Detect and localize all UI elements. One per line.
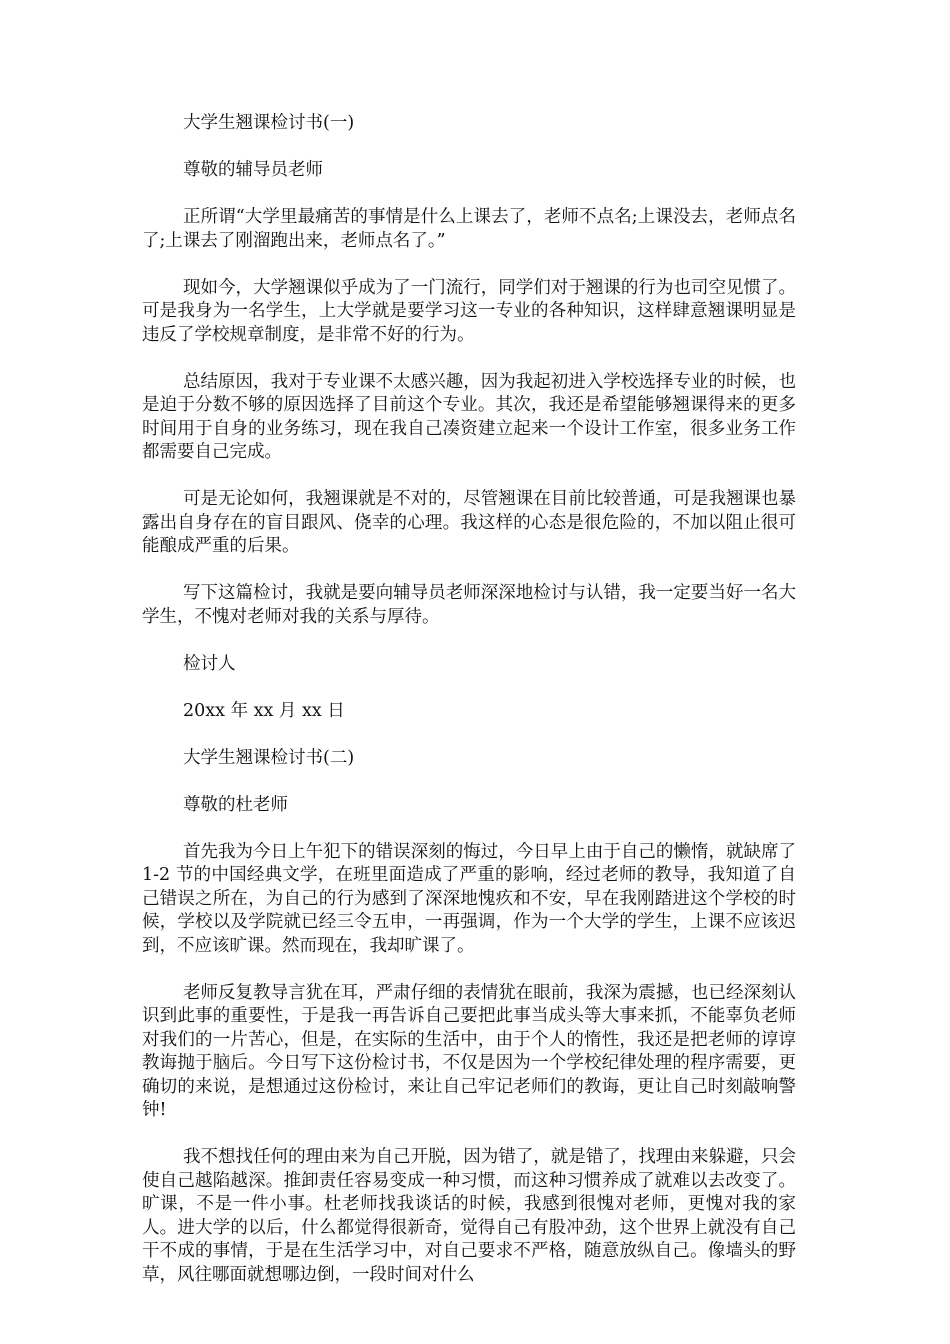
section-title: 大学生翘课检讨书(二) <box>183 747 355 768</box>
document-body <box>142 112 796 1311</box>
paragraph: 我不想找任何的理由来为自己开脱，因为错了，就是错了，找理由来躲避，只会使自己越陷越深。推卸责任容易变成一种习惯，而这种习惯养成了就难以去改变了。旷课，不是一件小事。杜老师找我谈话的时候，我感到很愧对老师，更愧对我的家人。进大学的以后，什么都觉得很新奇，觉得自己有股冲劲，这个世界上就没有自己干不成的事情，于是在生活学习中，对自己要求不严格，随意放纵自己。像墙头的野草，风往哪面就想哪边倒，一段时间对什么 <box>142 1147 796 1285</box>
paragraph: 总结原因，我对于专业课不太感兴趣，因为我起初进入学校选择专业的时候，也是迫于分数不够的原因选择了目前这个专业。其次，我还是希望能够翘课得来的更多时间用于自身的业务练习，现在我自己凑资建立起来一个设计工作室，很多业务工作都需要自己完成。 <box>142 371 796 462</box>
paragraph: 正所谓“大学里最痛苦的事情是什么上课去了，老师不点名;上课没去，老师点名了;上课去了刚溜跑出来，老师点名了。” <box>142 207 796 251</box>
paragraph: 老师反复教导言犹在耳，严肃仔细的表情犹在眼前，我深为震撼，也已经深刻认识到此事的重要性，于是我一再告诉自己要把此事当成头等大事来抓，不能辜负老师对我们的一片苦心，但是，在实际的生活中，由于个人的惰性，我还是把老师的谆谆教诲抛于脑后。今日写下这份检讨书，不仅是因为一个学校纪律处理的程序需要，更确切的来说，是想通过这份检讨，来让自己牢记老师们的教诲，更让自己时刻敲响警钟! <box>142 982 796 1120</box>
paragraph: 现如今，大学翘课似乎成为了一门流行，同学们对于翘课的行为也司空见惯了。可是我身为一名学生，上大学就是要学习这一专业的各种知识，这样肆意翘课明显是违反了学校规章制度，是非常不好的行为。 <box>142 277 796 345</box>
paragraph: 可是无论如何，我翘课就是不对的，尽管翘课在目前比较普通，可是我翘课也暴露出自身存在的盲目跟风、侥幸的心理。我这样的心态是很危险的，不加以阻止很可能酿成严重的后果。 <box>142 489 796 556</box>
salutation: 尊敬的辅导员老师 <box>183 160 323 180</box>
date-line: 20xx 年 xx 月 xx 日 <box>183 700 345 721</box>
signer-label: 检讨人 <box>183 653 236 674</box>
paragraph: 写下这篇检讨，我就是要向辅导员老师深深地检讨与认错，我一定要当好一名大学生，不愧对老师对我的关系与厚待。 <box>142 583 796 627</box>
paragraph: 首先我为今日上午犯下的错误深刻的悔过，今日早上由于自己的懒惰，就缺席了 1-2 节的中国经典文学，在班里面造成了严重的影响，经过老师的教导，我知道了自己错误之所在，为自己的行为感到了深深地愧疚和不安，早在我刚踏进这个学校的时候，学校以及学院就已经三令五申，一再强调，作为一个大学的学生，上课不应该迟到，不应该旷课。然而现在，我却旷课了。 <box>142 841 796 956</box>
salutation: 尊敬的杜老师 <box>183 794 288 815</box>
section-title: 大学生翘课检讨书(一) <box>183 113 355 133</box>
